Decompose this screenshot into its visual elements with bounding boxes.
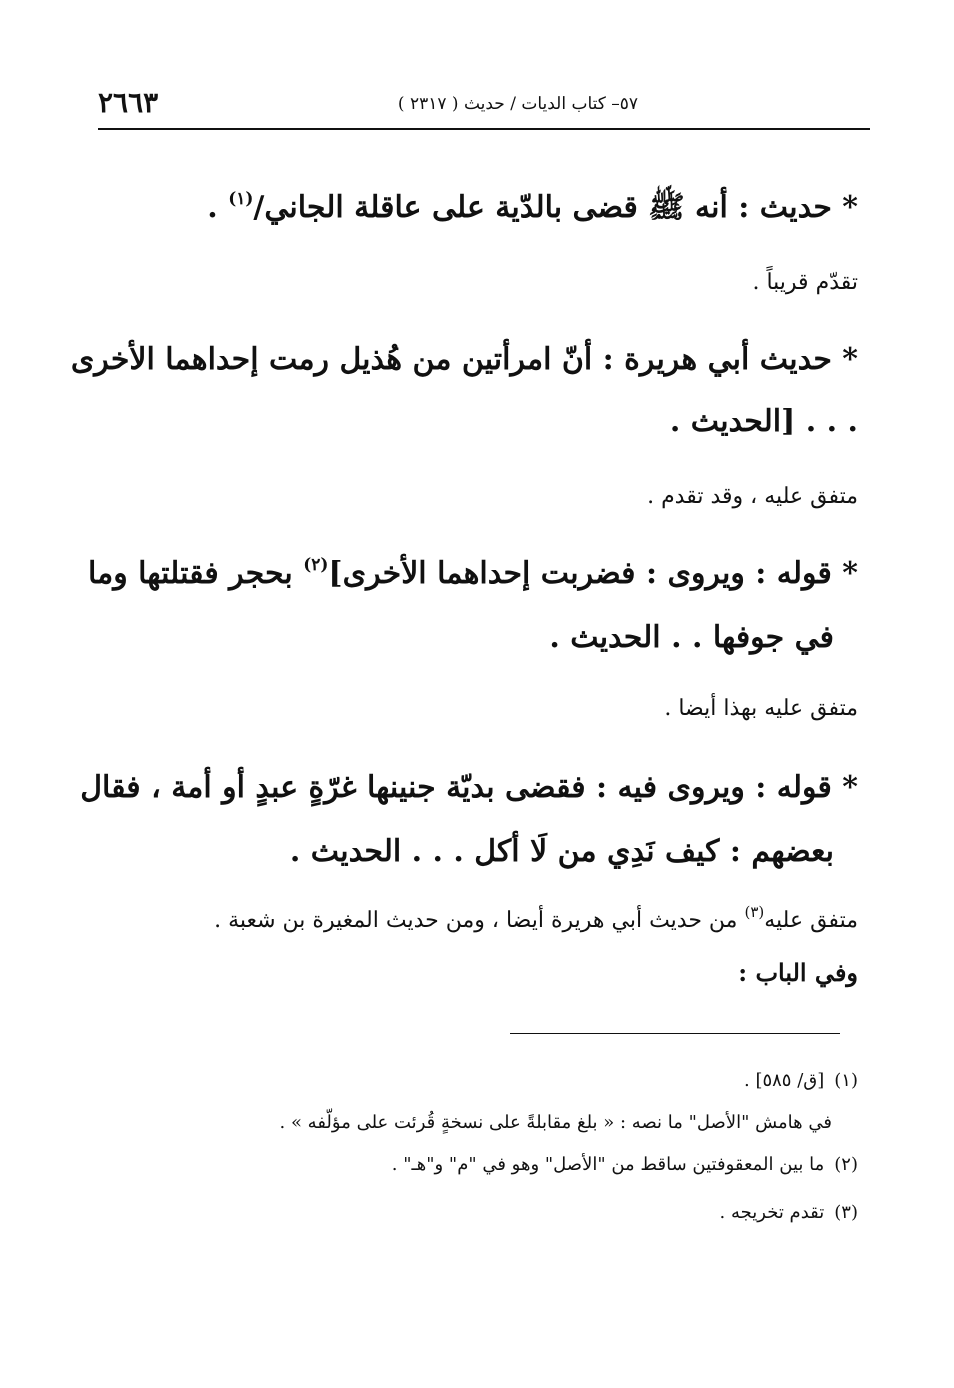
footnote-number: (٢) [834, 1154, 858, 1175]
footnote-text: تقدم تخريجه . [719, 1202, 825, 1223]
section-label: وفي الباب : [738, 958, 858, 987]
hadith-heading-1 [78, 178, 858, 238]
running-title: ٥٧– كتاب الديات / حديث ( ٢٣١٧ ) [397, 94, 639, 114]
heading-line-2: . . . [الحديث . [669, 404, 858, 439]
header-divider [98, 128, 870, 130]
footnote-2 [78, 1148, 858, 1182]
footnote-1-continuation: في هامش "الأصل" ما نصه : « بلغ مقابلةً على نسخةٍ قُرئت على مؤلّفه » . [279, 1112, 832, 1133]
footnote-1 [78, 1064, 858, 1098]
footnote-ref-2[interactable]: (٢) [303, 555, 329, 575]
footnote-divider [510, 1033, 840, 1034]
footnote-number: (١) [834, 1070, 858, 1091]
footnote-ref-1[interactable]: (١) [228, 189, 254, 209]
hadith-heading-2-line-2 [78, 392, 858, 452]
hadith-note-2: متفق عليه ، وقد تقدم . [647, 484, 858, 509]
hadith-heading-3-line-1 [78, 544, 858, 604]
hadith-note-3: متفق عليه بهذا أيضا . [664, 696, 858, 721]
footnote-ref-3[interactable]: (٣) [744, 903, 765, 921]
hadith-heading-4-line-2: بعضهم : كيف نَدِي من لَا أكل . . . الحديث . [289, 834, 834, 869]
note-start: متفق عليه [764, 908, 858, 933]
heading-end: بحجر فقتلتها وما [88, 556, 304, 591]
page-number: ٢٦٦٣ [98, 86, 159, 119]
note-end: من حديث أبي هريرة أيضا ، ومن حديث المغيرة بن شعبة . [214, 908, 745, 933]
footnote-text: [ق/ ٥٨٥] . [744, 1070, 825, 1091]
footnote-3 [78, 1196, 858, 1230]
hadith-heading-4-line-1: * قوله : ويروى فيه : فقضى بديّة جنينها غرّةٍ عبدٍ أو أمة ، فقال [80, 770, 858, 805]
hadith-heading-2-line-1: * حديث أبي هريرة : أنّ امرأتين من هُذيل رمت إحداهما الأخرى [70, 342, 858, 377]
footnote-text: ما بين المعقوفتين ساقط من "الأصل" وهو في "م" و"هـ" . [391, 1154, 825, 1175]
hadith-heading-3-line-2: في جوفها . . الحديث . [549, 620, 834, 655]
heading-start: * قوله : ويروى : فضربت إحداهما الأخرى] [328, 556, 858, 591]
page-header [98, 86, 870, 126]
heading-text: * حديث : أنه ﷺ قضى بالدّية على عاقلة الجاني/ [253, 190, 858, 225]
footnote-number: (٣) [834, 1202, 858, 1223]
hadith-note-4 [78, 904, 858, 938]
heading-end: . [207, 190, 229, 225]
hadith-note-1: تقدّم قريباً . [752, 270, 858, 295]
